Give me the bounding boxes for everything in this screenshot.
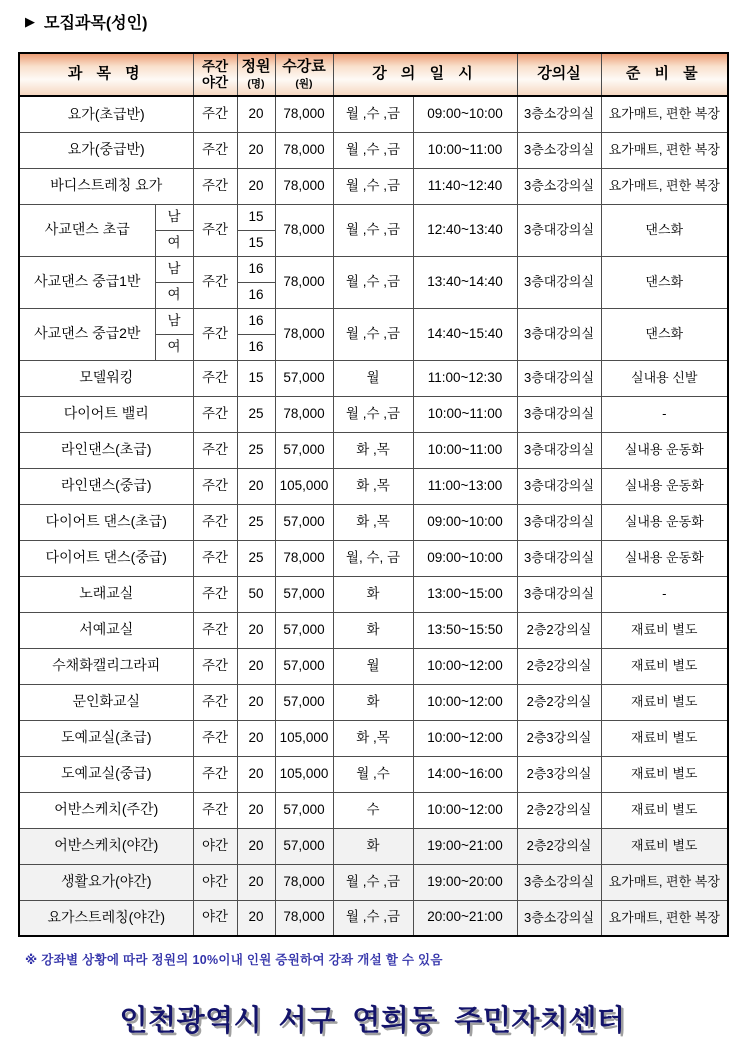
cell-time: 10:00~11:00 [413, 132, 517, 168]
cell-subject: 어반스케치(야간) [19, 828, 193, 864]
cell-capacity: 20 [237, 468, 275, 504]
course-table-wrap [18, 52, 729, 937]
table-header-row [19, 53, 728, 96]
cell-fee: 105,000 [275, 468, 333, 504]
cell-capacity: 15 [237, 360, 275, 396]
cell-fee: 78,000 [275, 256, 333, 308]
cell-room: 2층3강의실 [517, 756, 601, 792]
cell-fee: 57,000 [275, 684, 333, 720]
table-row [19, 648, 728, 684]
cell-subject: 다이어트 밸리 [19, 396, 193, 432]
cell-supplies: - [601, 396, 728, 432]
cell-days: 월 ,수 ,금 [333, 308, 413, 360]
cell-fee: 105,000 [275, 756, 333, 792]
header-supplies [601, 53, 728, 96]
cell-subject: 라인댄스(초급) [19, 432, 193, 468]
cell-room: 2층2강의실 [517, 612, 601, 648]
cell-days: 화 [333, 828, 413, 864]
header-capacity-label: 정원 [241, 58, 271, 76]
cell-days: 수 [333, 792, 413, 828]
cell-days: 월 ,수 ,금 [333, 168, 413, 204]
cell-day-night: 주간 [193, 756, 237, 792]
cell-supplies: 재료비 별도 [601, 720, 728, 756]
cell-gender-female: 여 [155, 334, 193, 360]
cell-subject: 사교댄스 중급1반 [19, 256, 155, 308]
cell-time: 13:40~14:40 [413, 256, 517, 308]
cell-time: 11:00~12:30 [413, 360, 517, 396]
cell-subject: 사교댄스 중급2반 [19, 308, 155, 360]
cell-capacity-female: 15 [237, 230, 275, 256]
cell-capacity: 25 [237, 396, 275, 432]
cell-supplies: 재료비 별도 [601, 756, 728, 792]
table-row [19, 256, 728, 282]
cell-day-night: 주간 [193, 396, 237, 432]
cell-days: 월 ,수 ,금 [333, 132, 413, 168]
cell-capacity: 50 [237, 576, 275, 612]
cell-day-night: 주간 [193, 168, 237, 204]
cell-capacity-male: 15 [237, 204, 275, 230]
cell-gender-female: 여 [155, 282, 193, 308]
table-row [19, 96, 728, 132]
cell-capacity: 20 [237, 96, 275, 132]
cell-capacity: 20 [237, 900, 275, 936]
cell-time: 12:40~13:40 [413, 204, 517, 256]
cell-time: 10:00~12:00 [413, 792, 517, 828]
cell-subject: 노래교실 [19, 576, 193, 612]
cell-room: 3층소강의실 [517, 132, 601, 168]
table-row [19, 684, 728, 720]
cell-supplies: 실내용 신발 [601, 360, 728, 396]
cell-capacity: 20 [237, 792, 275, 828]
cell-subject: 문인화교실 [19, 684, 193, 720]
cell-room: 2층2강의실 [517, 648, 601, 684]
cell-day-night: 주간 [193, 648, 237, 684]
cell-days: 월 ,수 ,금 [333, 396, 413, 432]
table-row [19, 864, 728, 900]
cell-days: 월 ,수 ,금 [333, 204, 413, 256]
cell-fee: 57,000 [275, 792, 333, 828]
table-row [19, 792, 728, 828]
cell-capacity: 20 [237, 756, 275, 792]
cell-supplies: 요가매트, 편한 복장 [601, 132, 728, 168]
cell-day-night: 주간 [193, 612, 237, 648]
cell-day-night: 주간 [193, 432, 237, 468]
cell-time: 09:00~10:00 [413, 504, 517, 540]
cell-supplies: 재료비 별도 [601, 648, 728, 684]
cell-day-night: 주간 [193, 96, 237, 132]
cell-room: 3층대강의실 [517, 204, 601, 256]
cell-capacity: 25 [237, 504, 275, 540]
cell-supplies: 재료비 별도 [601, 684, 728, 720]
table-row [19, 168, 728, 204]
cell-day-night: 주간 [193, 468, 237, 504]
cell-time: 20:00~21:00 [413, 900, 517, 936]
cell-room: 3층대강의실 [517, 504, 601, 540]
cell-capacity: 20 [237, 648, 275, 684]
cell-days: 월 [333, 360, 413, 396]
table-row [19, 900, 728, 936]
cell-days: 화 [333, 684, 413, 720]
cell-subject: 모델워킹 [19, 360, 193, 396]
cell-days: 화 ,목 [333, 720, 413, 756]
cell-supplies: 실내용 운동화 [601, 468, 728, 504]
cell-time: 14:00~16:00 [413, 756, 517, 792]
cell-subject: 요가스트레칭(야간) [19, 900, 193, 936]
cell-fee: 78,000 [275, 864, 333, 900]
header-room [517, 53, 601, 96]
cell-time: 10:00~12:00 [413, 648, 517, 684]
cell-time: 09:00~10:00 [413, 540, 517, 576]
cell-capacity-female: 16 [237, 282, 275, 308]
cell-room: 3층소강의실 [517, 168, 601, 204]
cell-supplies: 요가매트, 편한 복장 [601, 900, 728, 936]
cell-time: 11:00~13:00 [413, 468, 517, 504]
cell-fee: 57,000 [275, 828, 333, 864]
cell-fee: 57,000 [275, 648, 333, 684]
table-row [19, 360, 728, 396]
cell-day-night: 주간 [193, 256, 237, 308]
cell-fee: 78,000 [275, 132, 333, 168]
cell-subject: 도예교실(중급) [19, 756, 193, 792]
cell-day-night: 주간 [193, 684, 237, 720]
table-row [19, 504, 728, 540]
cell-time: 10:00~11:00 [413, 432, 517, 468]
cell-time: 13:00~15:00 [413, 576, 517, 612]
cell-supplies: 재료비 별도 [601, 612, 728, 648]
cell-day-night: 야간 [193, 900, 237, 936]
cell-gender-female: 여 [155, 230, 193, 256]
table-row [19, 204, 728, 230]
cell-days: 화 [333, 576, 413, 612]
table-row [19, 612, 728, 648]
header-day-label: 주간 [201, 58, 229, 74]
cell-day-night: 주간 [193, 720, 237, 756]
cell-fee: 78,000 [275, 308, 333, 360]
cell-subject: 사교댄스 초급 [19, 204, 155, 256]
cell-subject: 바디스트레칭 요가 [19, 168, 193, 204]
cell-capacity: 25 [237, 432, 275, 468]
table-row [19, 396, 728, 432]
cell-day-night: 주간 [193, 576, 237, 612]
cell-days: 월 ,수 ,금 [333, 96, 413, 132]
table-row [19, 308, 728, 334]
cell-fee: 78,000 [275, 168, 333, 204]
header-night-label: 야간 [201, 74, 229, 90]
header-subject-label: 과 목 명 [67, 65, 145, 83]
header-supplies-label: 준 비 물 [625, 65, 703, 83]
course-table [18, 52, 729, 937]
cell-fee: 57,000 [275, 612, 333, 648]
cell-fee: 105,000 [275, 720, 333, 756]
cell-room: 2층2강의실 [517, 792, 601, 828]
cell-days: 월 [333, 648, 413, 684]
table-row [19, 720, 728, 756]
cell-fee: 57,000 [275, 360, 333, 396]
cell-room: 3층대강의실 [517, 468, 601, 504]
cell-days: 월, 수, 금 [333, 540, 413, 576]
cell-room: 3층대강의실 [517, 308, 601, 360]
cell-supplies: 실내용 운동화 [601, 540, 728, 576]
cell-capacity: 20 [237, 612, 275, 648]
cell-supplies: - [601, 576, 728, 612]
cell-day-night: 주간 [193, 132, 237, 168]
table-row [19, 468, 728, 504]
cell-capacity: 20 [237, 684, 275, 720]
cell-room: 3층소강의실 [517, 864, 601, 900]
cell-time: 19:00~21:00 [413, 828, 517, 864]
cell-gender-male: 남 [155, 204, 193, 230]
cell-room: 3층대강의실 [517, 256, 601, 308]
table-row [19, 756, 728, 792]
cell-time: 19:00~20:00 [413, 864, 517, 900]
cell-fee: 78,000 [275, 396, 333, 432]
header-fee [275, 53, 333, 96]
header-schedule-label: 강 의 일 시 [372, 65, 478, 83]
cell-time: 10:00~11:00 [413, 396, 517, 432]
cell-subject: 요가(중급반) [19, 132, 193, 168]
cell-fee: 57,000 [275, 504, 333, 540]
cell-room: 2층2강의실 [517, 828, 601, 864]
header-day-night [193, 53, 237, 96]
cell-day-night: 주간 [193, 792, 237, 828]
cell-subject: 수채화캘리그라피 [19, 648, 193, 684]
cell-fee: 57,000 [275, 576, 333, 612]
cell-capacity: 20 [237, 828, 275, 864]
footer-title: 인천광역시 서구 연희동 주민자치센터 [119, 1005, 626, 1037]
cell-supplies: 댄스화 [601, 256, 728, 308]
cell-room: 3층소강의실 [517, 900, 601, 936]
table-row [19, 828, 728, 864]
cell-day-night: 주간 [193, 504, 237, 540]
cell-capacity: 20 [237, 168, 275, 204]
cell-capacity: 20 [237, 132, 275, 168]
table-row [19, 132, 728, 168]
cell-day-night: 주간 [193, 204, 237, 256]
header-fee-label: 수강료 [282, 58, 326, 76]
section-title [25, 10, 147, 33]
cell-room: 3층대강의실 [517, 360, 601, 396]
cell-time: 11:40~12:40 [413, 168, 517, 204]
cell-gender-male: 남 [155, 308, 193, 334]
cell-days: 화 ,목 [333, 468, 413, 504]
cell-subject: 라인댄스(중급) [19, 468, 193, 504]
cell-room: 3층대강의실 [517, 540, 601, 576]
cell-room: 2층2강의실 [517, 684, 601, 720]
cell-supplies: 재료비 별도 [601, 828, 728, 864]
cell-day-night: 야간 [193, 828, 237, 864]
footer-note: ※ 강좌별 상황에 따라 정원의 10%이내 인원 증원하여 강좌 개설 할 수 있음 [25, 953, 443, 967]
cell-day-night: 주간 [193, 540, 237, 576]
cell-capacity: 20 [237, 720, 275, 756]
cell-supplies: 요가매트, 편한 복장 [601, 96, 728, 132]
cell-room: 2층3강의실 [517, 720, 601, 756]
cell-room: 3층대강의실 [517, 576, 601, 612]
cell-fee: 78,000 [275, 540, 333, 576]
cell-time: 13:50~15:50 [413, 612, 517, 648]
cell-time: 14:40~15:40 [413, 308, 517, 360]
cell-room: 3층소강의실 [517, 96, 601, 132]
cell-capacity-female: 16 [237, 334, 275, 360]
cell-time: 10:00~12:00 [413, 684, 517, 720]
cell-supplies: 실내용 운동화 [601, 432, 728, 468]
cell-fee: 78,000 [275, 204, 333, 256]
cell-supplies: 댄스화 [601, 204, 728, 256]
table-row [19, 540, 728, 576]
cell-room: 3층대강의실 [517, 396, 601, 432]
header-capacity-unit: (명) [247, 77, 265, 90]
section-title-text: 모집과목(성인) [44, 15, 148, 32]
table-row [19, 432, 728, 468]
header-room-label: 강의실 [537, 65, 581, 83]
cell-capacity: 25 [237, 540, 275, 576]
cell-subject: 다이어트 댄스(중급) [19, 540, 193, 576]
cell-day-night: 야간 [193, 864, 237, 900]
cell-days: 월 ,수 ,금 [333, 900, 413, 936]
cell-day-night: 주간 [193, 360, 237, 396]
cell-days: 월 ,수 ,금 [333, 256, 413, 308]
cell-subject: 어반스케치(주간) [19, 792, 193, 828]
cell-subject: 요가(초급반) [19, 96, 193, 132]
cell-supplies: 요가매트, 편한 복장 [601, 168, 728, 204]
cell-subject: 다이어트 댄스(초급) [19, 504, 193, 540]
cell-capacity-male: 16 [237, 308, 275, 334]
cell-time: 10:00~12:00 [413, 720, 517, 756]
cell-days: 화 ,목 [333, 432, 413, 468]
cell-time: 09:00~10:00 [413, 96, 517, 132]
cell-capacity: 20 [237, 864, 275, 900]
table-row [19, 576, 728, 612]
header-subject [19, 53, 193, 96]
cell-room: 3층대강의실 [517, 432, 601, 468]
cell-subject: 도예교실(초급) [19, 720, 193, 756]
cell-supplies: 실내용 운동화 [601, 504, 728, 540]
cell-fee: 57,000 [275, 432, 333, 468]
header-schedule [333, 53, 517, 96]
cell-fee: 78,000 [275, 96, 333, 132]
cell-subject: 서예교실 [19, 612, 193, 648]
cell-capacity-male: 16 [237, 256, 275, 282]
cell-days: 화 [333, 612, 413, 648]
cell-supplies: 댄스화 [601, 308, 728, 360]
cell-days: 월 ,수 ,금 [333, 864, 413, 900]
cell-fee: 78,000 [275, 900, 333, 936]
cell-day-night: 주간 [193, 308, 237, 360]
cell-gender-male: 남 [155, 256, 193, 282]
header-capacity [237, 53, 275, 96]
cell-supplies: 재료비 별도 [601, 792, 728, 828]
header-fee-unit: (원) [295, 77, 313, 90]
triangle-marker-icon: ▶ [25, 14, 35, 29]
cell-subject: 생활요가(야간) [19, 864, 193, 900]
cell-days: 화 ,목 [333, 504, 413, 540]
cell-supplies: 요가매트, 편한 복장 [601, 864, 728, 900]
cell-days: 월 ,수 [333, 756, 413, 792]
